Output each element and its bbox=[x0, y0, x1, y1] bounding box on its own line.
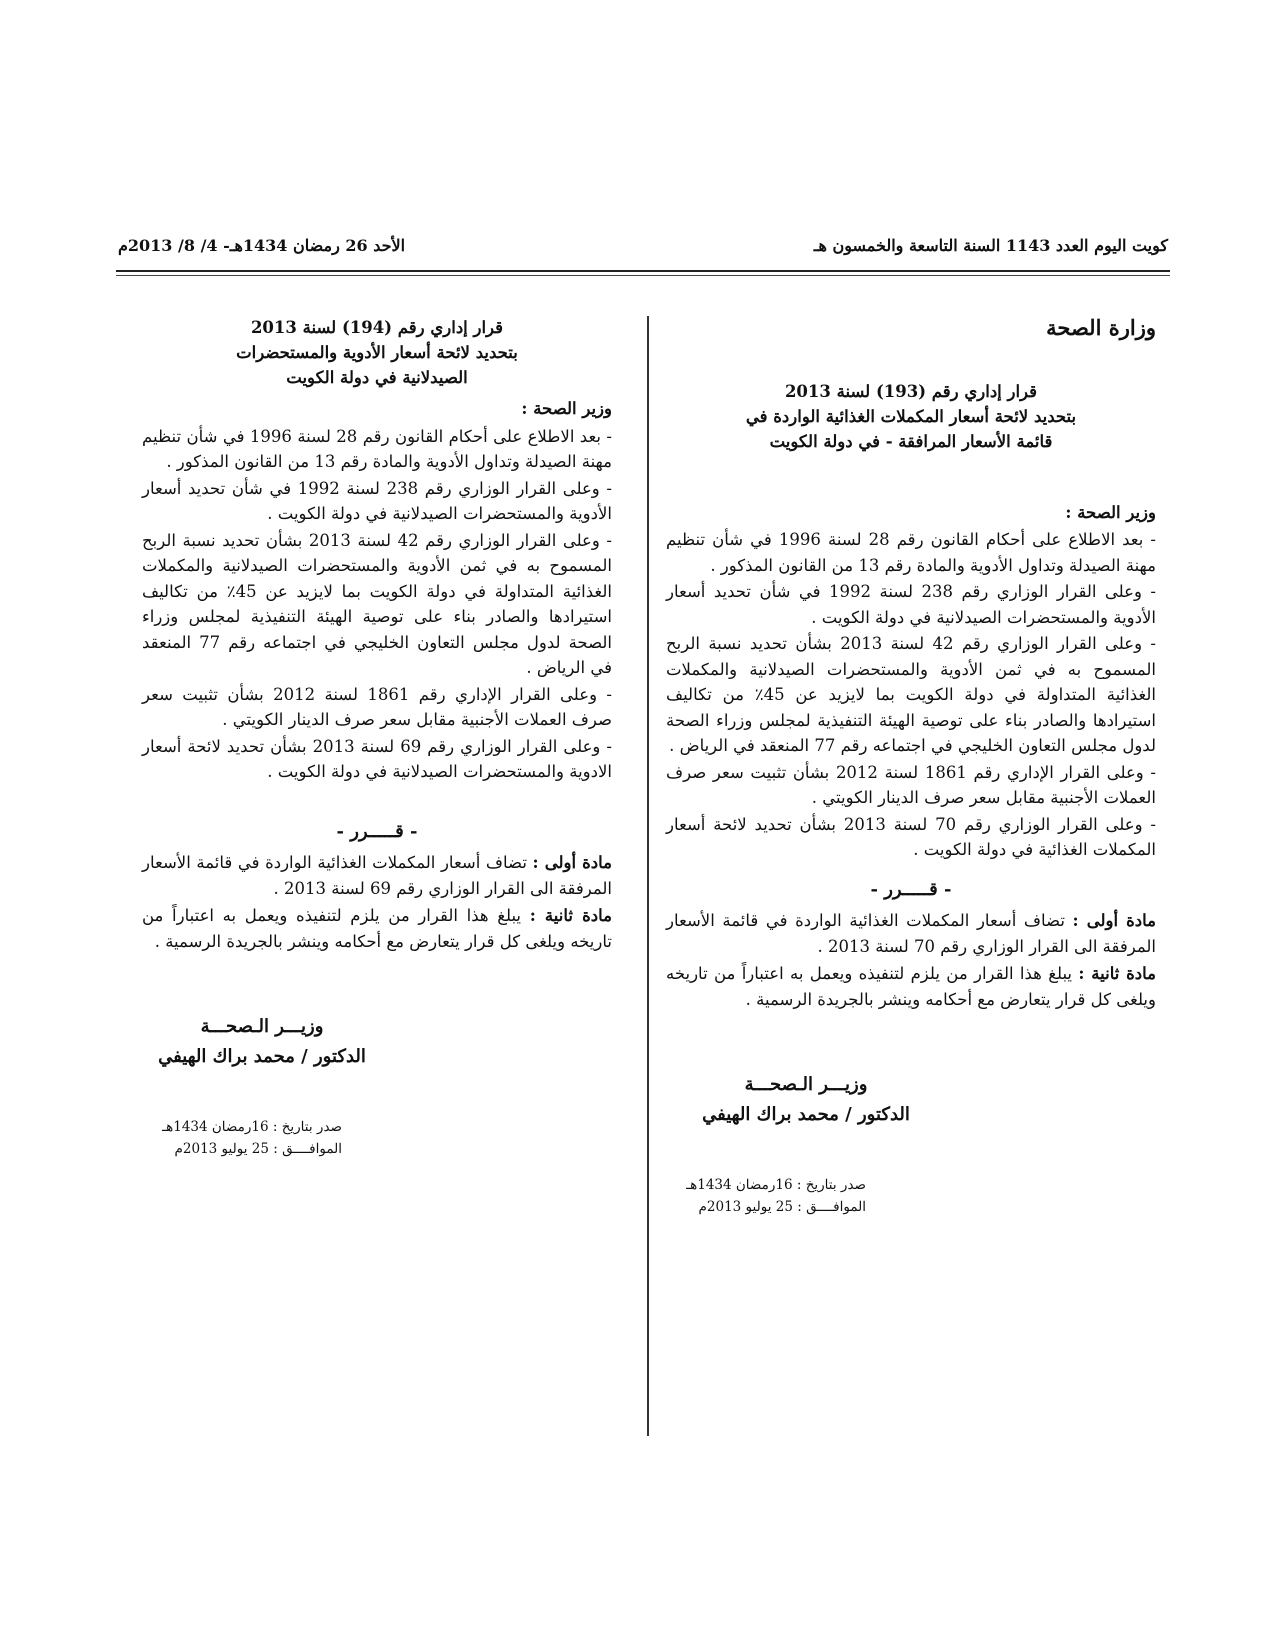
recital-paragraph: - وعلى القرار الوزاري رقم 69 لسنة 2013 بشأن تحديد لائحة أسعار الادوية والمستحضرات الصيدلانية في دولة الكويت . bbox=[142, 736, 612, 781]
signature-block bbox=[656, 1070, 956, 1130]
article-first bbox=[666, 908, 1156, 959]
recital-paragraph: - بعد الاطلاع على أحكام القانون رقم 28 لسنة 1996 في شأن تنظيم مهنة الصيدلة وتداول الأدوية والمادة رقم 13 من القانون المذكور . bbox=[142, 426, 613, 471]
recital-paragraph: - وعلى القرار الوزاري رقم 42 لسنة 2013 بشأن تحديد نسبة الربح المسموح به في ثمن الأدوية والمستحضرات الصيدلانية والمكملات الغذائية المتداولة في دولة الكويت بما لايزيد عن 45٪ من تكاليف استيرادها والصادر بناء على توصية الهيئة التنفيذية لمجلس وزراء الصحة لدول مجلس التعاون الخليجي في اجتماعه رقم 77 المنعقد في الرياض . bbox=[142, 530, 613, 677]
decides-heading: - قـــــرر - bbox=[336, 820, 418, 842]
article-text: يبلغ هذا القرار من يلزم لتنفيذه ويعمل به اعتباراً من تاريخه ويلغى كل قرار يتعارض مع أحكامه وينشر بالجريدة الرسمية . bbox=[142, 906, 612, 951]
article-label: مادة ثانية : bbox=[529, 906, 612, 925]
article-label: مادة أولى : bbox=[1072, 911, 1156, 930]
article-second bbox=[142, 903, 612, 954]
article-text: تضاف أسعار المكملات الغذائية الواردة في قائمة الأسعار المرفقة الى القرار الوزاري رقم 69 لسنة 2013 . bbox=[142, 853, 612, 898]
title-line: الصيدلانية في دولة الكويت bbox=[286, 368, 468, 387]
decision-193-column bbox=[666, 315, 1156, 1218]
title-line: قرار إداري رقم (194) لسنة 2013 bbox=[250, 318, 504, 337]
signatory-name: الدكتور / محمد براك الهيفي bbox=[702, 1104, 910, 1125]
signatory-title: وزيـــر الـصحـــة bbox=[744, 1074, 868, 1095]
article-text: يبلغ هذا القرار من يلزم لتنفيذه ويعمل به اعتباراً من تاريخه ويلغى كل قرار يتعارض مع أحكامه وينشر بالجريدة الرسمية . bbox=[666, 964, 1156, 1009]
recital-paragraph: - وعلى القرار الوزاري رقم 70 لسنة 2013 بشأن تحديد لائحة أسعار المكملات الغذائية في دولة الكويت . bbox=[666, 814, 1156, 859]
addressee: وزير الصحة : bbox=[521, 399, 612, 418]
article-second bbox=[666, 961, 1156, 1012]
recital-paragraph: - وعلى القرار الوزاري رقم 238 لسنة 1992 في شأن تحديد أسعار الأدوية والمستحضرات الصيدلانية في دولة الكويت . bbox=[142, 478, 612, 523]
title-line: قرار إداري رقم (193) لسنة 2013 bbox=[784, 381, 1038, 401]
header-rule-thick bbox=[116, 270, 1170, 272]
signatory-title: وزيـــر الـصحـــة bbox=[200, 1016, 324, 1037]
header-rule-thin bbox=[116, 275, 1170, 276]
issue-date-hijri: صدر بتاريخ : 16رمضان 1434هـ bbox=[686, 1177, 866, 1193]
title-line: بتحديد لائحة أسعار المكملات الغذائية الواردة في bbox=[745, 406, 1077, 426]
decision-193-title bbox=[666, 379, 1156, 454]
issue-date-gregorian: الموافــــق : 25 يوليو 2013م bbox=[698, 1199, 866, 1215]
decision-194-title bbox=[142, 315, 612, 390]
issue-date-gregorian: الموافــــق : 25 يوليو 2013م bbox=[174, 1141, 342, 1157]
signatory-name: الدكتور / محمد براك الهيفي bbox=[158, 1046, 366, 1067]
article-label: مادة ثانية : bbox=[1078, 964, 1156, 983]
addressee: وزير الصحة : bbox=[1065, 502, 1156, 522]
recital-paragraph: - وعلى القرار الوزاري رقم 238 لسنة 1992 في شأن تحديد أسعار الأدوية والمستحضرات الصيدلانية في دولة الكويت . bbox=[666, 582, 1156, 627]
article-label: مادة أولى : bbox=[532, 853, 612, 872]
issue-date-hijri: صدر بتاريخ : 16رمضان 1434هـ bbox=[162, 1119, 342, 1135]
gazette-issue-info: كويت اليوم العدد 1143 السنة التاسعة والخمسون هـ bbox=[813, 236, 1168, 255]
ministry-heading: وزارة الصحة bbox=[1046, 315, 1156, 340]
article-text: تضاف أسعار المكملات الغذائية الواردة في قائمة الأسعار المرفقة الى القرار الوزاري رقم 70 لسنة 2013 . bbox=[666, 911, 1156, 956]
article-first bbox=[142, 850, 612, 901]
column-divider bbox=[647, 316, 649, 1436]
header-date: الأحد 26 رمضان 1434هـ- 4/ 8/ 2013م bbox=[118, 236, 406, 255]
signature-block bbox=[112, 1012, 412, 1072]
recital-paragraph: - وعلى القرار الإداري رقم 1861 لسنة 2012 بشأن تثبيت سعر صرف العملات الأجنبية مقابل سعر صرف الدينار الكويتي . bbox=[666, 762, 1157, 807]
decides-heading: - قـــــرر - bbox=[870, 878, 952, 900]
issue-date-block bbox=[656, 1174, 866, 1218]
title-line: قائمة الأسعار المرافقة - في دولة الكويت bbox=[769, 431, 1053, 451]
recital-paragraph: - وعلى القرار الوزاري رقم 42 لسنة 2013 بشأن تحديد نسبة الربح المسموح به في ثمن الأدوية والمستحضرات الصيدلانية والمكملات الغذائية المتداولة في دولة الكويت بما لايزيد عن 45٪ من تكاليف استيرادها والصادر بناء على توصية الهيئة التنفيذية لمجلس وزراء الصحة لدول مجلس التعاون الخليجي في اجتماعه رقم 77 المنعقد في الرياض . bbox=[666, 634, 1156, 755]
decision-194-column bbox=[142, 315, 612, 1160]
issue-date-block bbox=[132, 1116, 342, 1160]
recital-paragraph: - وعلى القرار الإداري رقم 1861 لسنة 2012 بشأن تثبيت سعر صرف العملات الأجنبية مقابل سعر صرف الدينار الكويتي . bbox=[142, 684, 613, 729]
title-line: بتحديد لائحة أسعار الأدوية والمستحضرات bbox=[236, 343, 518, 362]
recital-paragraph: - بعد الاطلاع على أحكام القانون رقم 28 لسنة 1996 في شأن تنظيم مهنة الصيدلة وتداول الأدوية والمادة رقم 13 من القانون المذكور . bbox=[666, 530, 1156, 575]
running-header bbox=[118, 236, 1168, 260]
